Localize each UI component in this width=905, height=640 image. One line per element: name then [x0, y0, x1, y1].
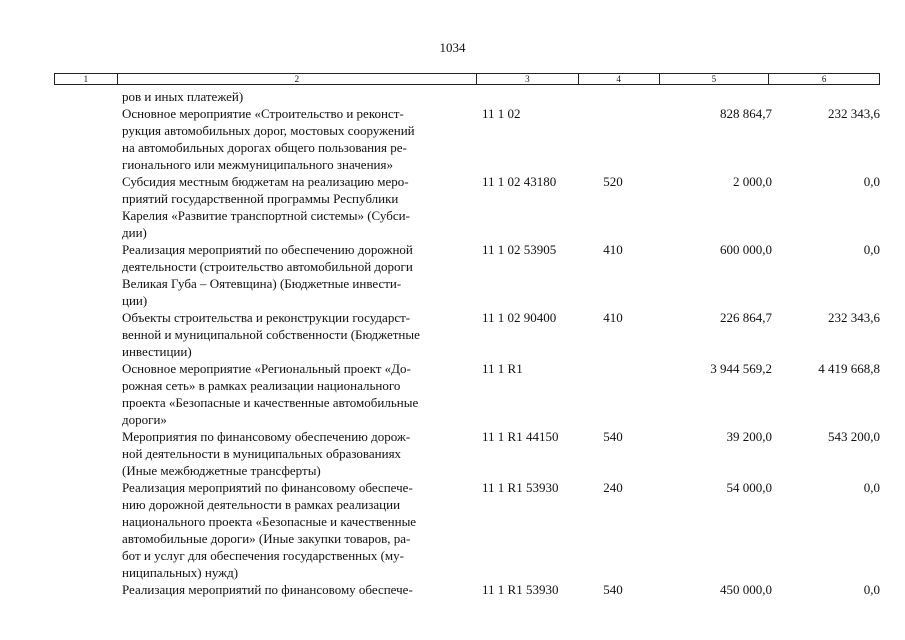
description-line: ров и иных платежей): [122, 89, 244, 104]
column-header-4: 4: [579, 74, 660, 84]
cell-code: [482, 88, 584, 105]
cell-description: [122, 581, 482, 598]
description-line: ной деятельности в муниципальных образованиях: [122, 446, 402, 461]
description-line: инвестиции): [122, 344, 192, 359]
description-line: Великая Губа – Оятевщина) (Бюджетные инвести-: [122, 276, 402, 291]
cell-description: [122, 309, 482, 360]
cell-col1: [54, 360, 122, 428]
description-line: деятельности (строительство автомобильной дороги: [122, 259, 413, 274]
cell-amount-2: [772, 88, 880, 105]
description-line: рукция автомобильных дорог, мостовых сооружений: [122, 123, 415, 138]
cell-amount-1: 600 000,0: [720, 242, 772, 257]
description-line: дороги»: [122, 412, 167, 427]
cell-col1: [54, 581, 122, 598]
page-number: 1034: [439, 40, 466, 55]
table-row: [54, 241, 880, 309]
cell-type: 410: [603, 310, 623, 325]
cell-amount-1: [642, 88, 772, 105]
cell-amount-2: 0,0: [863, 480, 880, 495]
cell-code: 11 1 02 43180: [482, 174, 557, 189]
description-line: рожная сеть» в рамках реализации национального: [122, 378, 401, 393]
description-line: ниципальных) нужд): [122, 565, 239, 580]
cell-description: [122, 428, 482, 479]
column-header-6: 6: [821, 74, 827, 84]
cell-code: 11 1 R1: [482, 361, 523, 376]
cell-amount-1: 3 944 569,2: [710, 361, 772, 376]
description-line: (Иные межбюджетные трансферты): [122, 463, 321, 478]
description-line: Мероприятия по финансовому обеспечению дорож-: [122, 429, 411, 444]
table-row: [54, 309, 880, 360]
cell-description: [122, 88, 482, 105]
description-line: Основное мероприятие «Региональный проект «До-: [122, 361, 411, 376]
description-line: венной и муниципальной собственности (Бюджетные: [122, 327, 420, 342]
table-row: [54, 581, 880, 598]
cell-amount-1: 2 000,0: [733, 174, 772, 189]
cell-code: 11 1 R1 44150: [482, 429, 559, 444]
column-header-5: 5: [660, 74, 770, 84]
description-line: Реализация мероприятий по обеспечению дорожной: [122, 242, 413, 257]
table-body: [54, 88, 880, 598]
table-row: [54, 105, 880, 173]
cell-type: 240: [603, 480, 623, 495]
cell-description: [122, 360, 482, 428]
cell-type: [584, 88, 642, 105]
cell-col1: [54, 173, 122, 241]
cell-amount-1: 39 200,0: [726, 429, 772, 444]
table-header: [54, 73, 880, 85]
cell-col1: [54, 105, 122, 173]
description-line: на автомобильных дорогах общего пользования ре-: [122, 140, 407, 155]
cell-description: [122, 173, 482, 241]
cell-amount-1: 226 864,7: [720, 310, 772, 325]
cell-code: 11 1 R1 53930: [482, 582, 559, 597]
cell-amount-2: 0,0: [863, 242, 880, 257]
description-line: Объекты строительства и реконструкции государст-: [122, 310, 411, 325]
cell-type: 520: [603, 174, 623, 189]
cell-code: 11 1 02 53905: [482, 242, 557, 257]
description-line: проекта «Безопасные и качественные автомобильные: [122, 395, 419, 410]
cell-type: 540: [603, 429, 623, 444]
description-line: Карелия «Развитие транспортной системы» (Субси-: [122, 208, 410, 223]
cell-type: 410: [603, 242, 623, 257]
cell-code: 11 1 R1 53930: [482, 480, 559, 495]
cell-amount-1: 450 000,0: [720, 582, 772, 597]
description-line: Субсидия местным бюджетам на реализацию меро-: [122, 174, 409, 189]
description-line: ции): [122, 293, 148, 308]
column-header-3: 3: [477, 74, 579, 84]
description-line: приятий государственной программы Республики: [122, 191, 399, 206]
cell-amount-2: 0,0: [863, 582, 880, 597]
cell-col1: [54, 241, 122, 309]
description-line: бот и услуг для обеспечения государственных (му-: [122, 548, 404, 563]
description-line: Основное мероприятие «Строительство и реконст-: [122, 106, 404, 121]
column-header-1: 1: [55, 74, 118, 84]
column-header-2: 2: [118, 74, 477, 84]
table-row: [54, 479, 880, 581]
cell-description: [122, 105, 482, 173]
cell-amount-1: 828 864,7: [720, 106, 772, 121]
table-row: [54, 360, 880, 428]
cell-type: [584, 360, 642, 428]
cell-col1: [54, 309, 122, 360]
description-line: нию дорожной деятельности в рамках реализации: [122, 497, 401, 512]
cell-code: 11 1 02 90400: [482, 310, 557, 325]
cell-amount-2: 232 343,6: [828, 106, 880, 121]
description-line: гионального или межмуниципального значения»: [122, 157, 393, 172]
cell-amount-1: 54 000,0: [726, 480, 772, 495]
table-row: [54, 428, 880, 479]
description-line: дии): [122, 225, 147, 240]
table-row: [54, 173, 880, 241]
cell-code: 11 1 02: [482, 106, 521, 121]
cell-col1: [54, 428, 122, 479]
description-line: Реализация мероприятий по финансовому обеспече-: [122, 480, 413, 495]
cell-amount-2: 0,0: [863, 174, 880, 189]
description-line: национального проекта «Безопасные и качественные: [122, 514, 417, 529]
cell-description: [122, 241, 482, 309]
cell-col1: [54, 88, 122, 105]
cell-description: [122, 479, 482, 581]
cell-type: [584, 105, 642, 173]
cell-amount-2: 543 200,0: [828, 429, 880, 444]
cell-amount-2: 4 419 668,8: [818, 361, 880, 376]
description-line: автомобильные дороги» (Иные закупки товаров, ра-: [122, 531, 411, 546]
cell-col1: [54, 479, 122, 581]
description-line: Реализация мероприятий по финансовому обеспече-: [122, 582, 413, 597]
table-row: [54, 88, 880, 105]
cell-type: 540: [603, 582, 623, 597]
cell-amount-2: 232 343,6: [828, 310, 880, 325]
